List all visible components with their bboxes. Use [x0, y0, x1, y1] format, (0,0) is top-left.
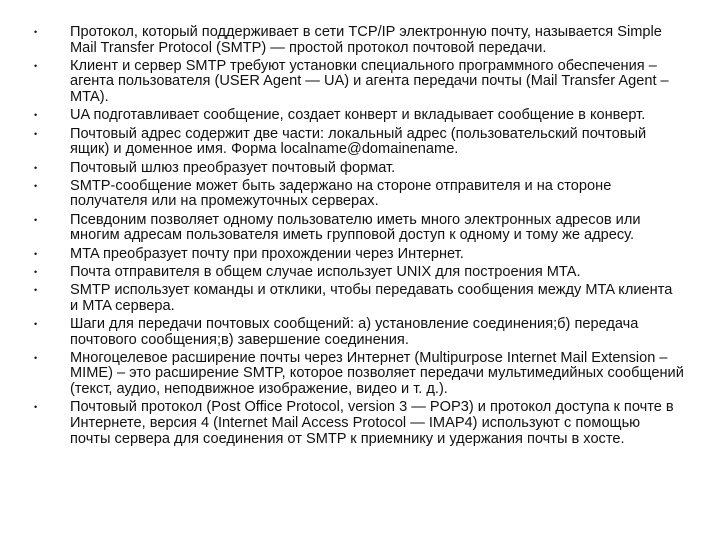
bullet-item-unix-mta	[34, 265, 684, 281]
bullet-item-alias	[34, 213, 684, 244]
bullet-item-smtp-delay	[34, 179, 684, 210]
bullet-text: Почтовый адрес содержит две части: локальный адрес (пользовательский почтовый ящик) и доменное имя. Форма localname@domainename.	[70, 125, 647, 158]
bullet-text: Шаги для передачи почтовых сообщений: а) установление соединения;б) передача почтового сообщения;в) завершение соединения.	[70, 315, 639, 348]
bullet-dot-icon: •	[34, 248, 38, 259]
bullet-item-smtp-definition	[34, 25, 684, 56]
bullet-dot-icon: •	[34, 27, 38, 37]
bullet-dot-icon: •	[34, 128, 38, 139]
bullet-text: Почтовый протокол (Post Office Protocol, version 3 — POP3) и протокол доступа к почте в Интернете, версия 4 (Internet Mail Access Protocol — IMAP4) используют с помощью почты сервера для соединения от SMTP к приемнику и удержания почты в хосте.	[70, 399, 674, 447]
bullet-item-mail-address	[34, 127, 684, 158]
bullet-text: SMTP-сообщение может быть задержано на стороне отправителя и на стороне получателя или на промежуточных серверах.	[70, 177, 612, 210]
bullet-dot-icon: •	[34, 162, 38, 173]
bullet-item-transfer-steps	[34, 317, 684, 348]
bullet-item-smtp-commands	[34, 283, 684, 314]
bullet-text: Многоцелевое расширение почты через Интернет (Multipurpose Internet Mail Extension – MIME) – это расширение SMTP, которое позволяет передачи мультимедийных сообщений (текст, аудио, неподвижное изображение, видео и т. д.).	[70, 349, 684, 398]
bullet-text: Псевдоним позволяет одному пользователю иметь много электронных адресов или многим адресам пользователя иметь групповой доступ к одному и тому же адресу.	[70, 211, 641, 244]
bullet-dot-icon: •	[34, 318, 38, 329]
bullet-text: Клиент и сервер SMTP требуют установки специального программного обеспечения – агента пользователя (USER Agent — UA) и агента передачи почты (Mail Transfer Agent – MTA).	[70, 57, 669, 106]
bullet-text: Протокол, который поддерживает в сети TCP/IP электронную почту, называется Simple Mail Transfer Protocol (SMTP) — простой протокол почтовой передачи.	[70, 24, 662, 56]
bullet-dot-icon: •	[34, 60, 38, 71]
bullet-dot-icon: •	[34, 402, 38, 413]
bullet-dot-icon: •	[34, 110, 38, 121]
bullet-text: MTA преобразует почту при прохождении через Интернет.	[70, 245, 464, 262]
bullet-text: SMTP использует команды и отклики, чтобы передавать сообщения между MTA клиента и MTA сервера.	[70, 282, 673, 314]
bullet-list	[34, 25, 684, 450]
bullet-item-mime	[34, 351, 684, 398]
bullet-item-mta-internet	[34, 247, 684, 263]
bullet-text: Почтовый шлюз преобразует почтовый формат.	[70, 159, 396, 176]
bullet-item-ua-envelope	[34, 108, 684, 124]
bullet-dot-icon: •	[34, 285, 38, 296]
bullet-dot-icon: •	[34, 266, 38, 277]
bullet-item-ua-mta	[34, 59, 684, 106]
bullet-text: UA подготавливает сообщение, создает конверт и вкладывает сообщение в конверт.	[70, 107, 646, 124]
bullet-dot-icon: •	[34, 352, 38, 363]
bullet-dot-icon: •	[34, 180, 38, 191]
bullet-item-pop3-imap4	[34, 400, 684, 447]
bullet-item-mail-gateway	[34, 161, 684, 177]
bullet-dot-icon: •	[34, 214, 38, 225]
bullet-text: Почта отправителя в общем случае использует UNIX для построения MTA.	[70, 263, 581, 280]
